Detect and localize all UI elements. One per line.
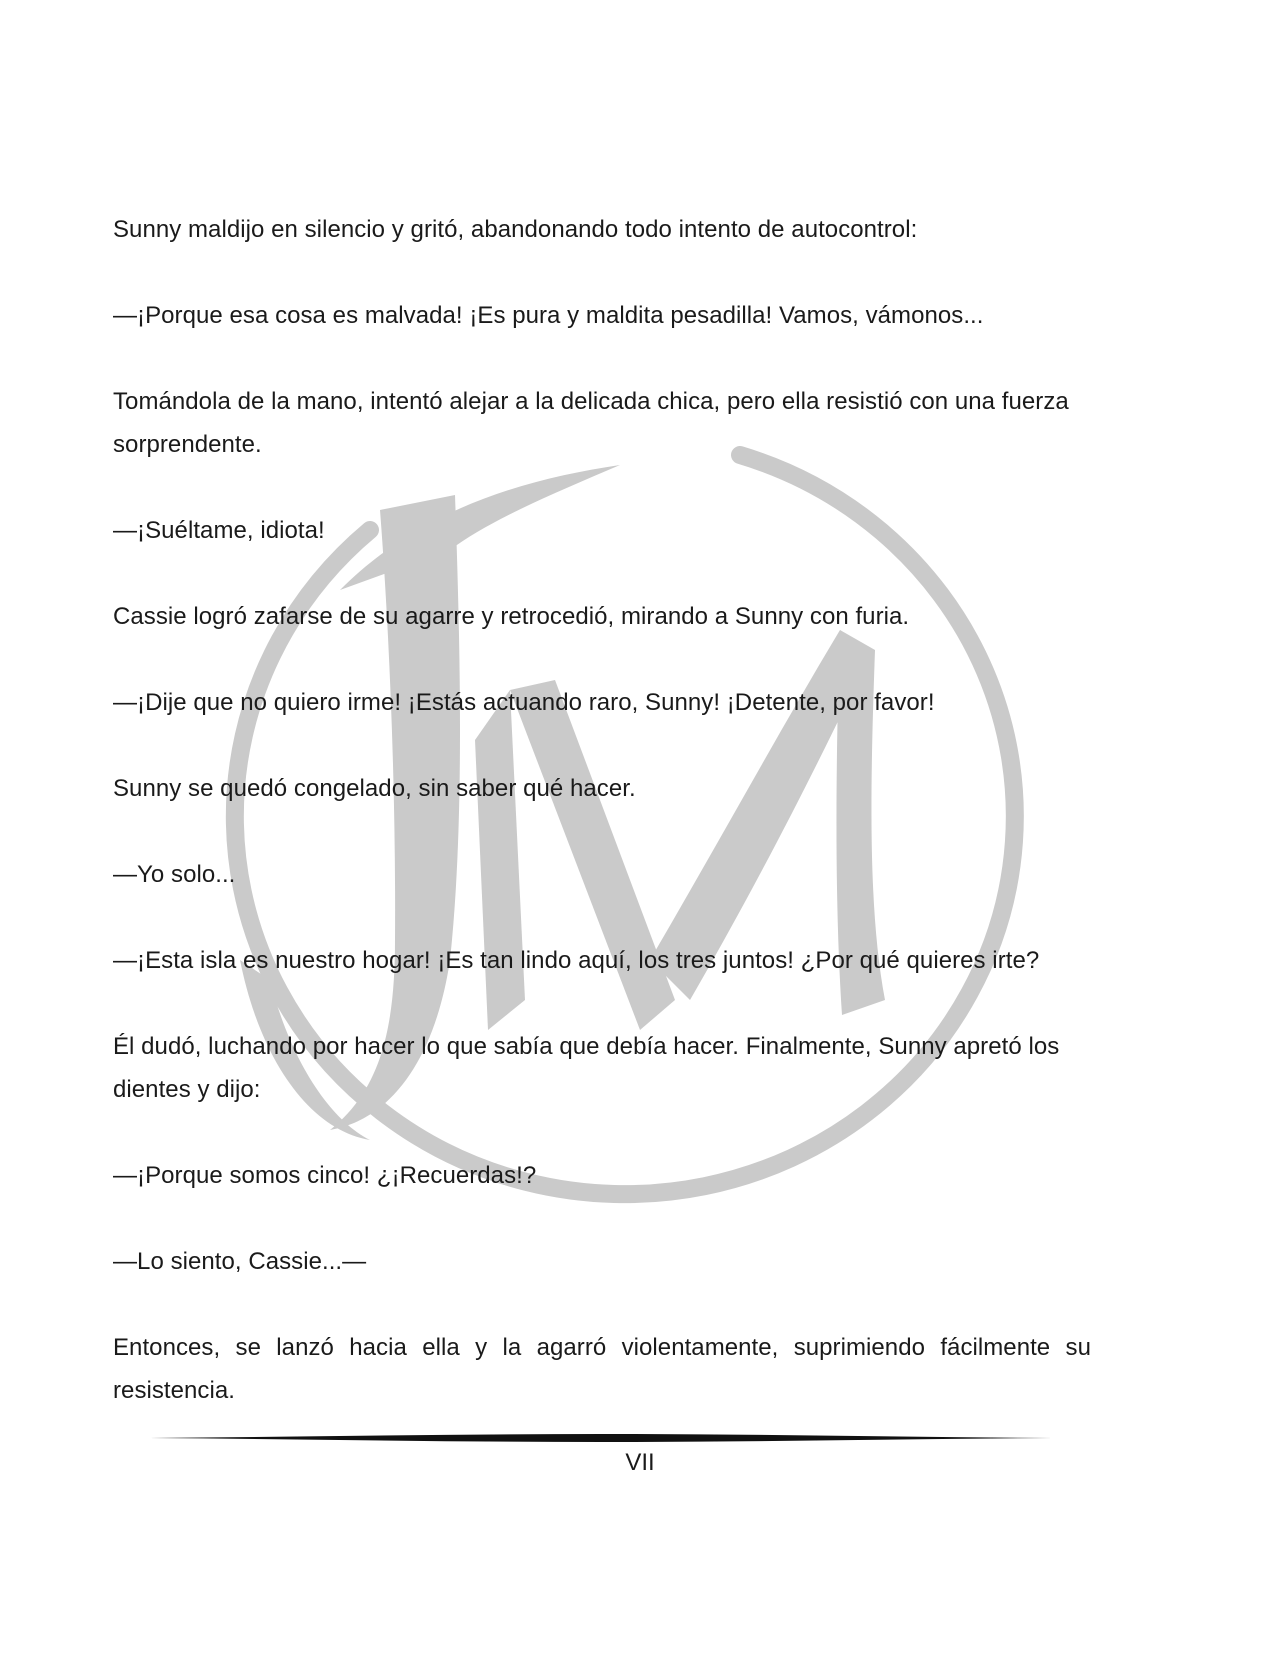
page-body <box>113 208 1091 1455</box>
paragraph: Entonces, se lanzó hacia ella y la agarró violentamente, suprimiendo fácilmente su resistencia. <box>113 1334 1091 1404</box>
paragraph: Cassie logró zafarse de su agarre y retrocedió, mirando a Sunny con furia. <box>113 603 910 630</box>
paragraph: —¡Porque somos cinco! ¿¡Recuerdas!? <box>113 1162 537 1189</box>
paragraph: —¡Esta isla es nuestro hogar! ¡Es tan lindo aquí, los tres juntos! ¿Por qué quieres irte? <box>113 947 1040 974</box>
paragraph: Él dudó, luchando por hacer lo que sabía que debía hacer. Finalmente, Sunny apretó los dientes y dijo: <box>113 1033 1060 1103</box>
paragraph: —Lo siento, Cassie...— <box>113 1248 367 1275</box>
paragraph: Tomándola de la mano, intentó alejar a la delicada chica, pero ella resistió con una fuerza sorprendente. <box>113 388 1069 458</box>
paragraph: Sunny maldijo en silencio y gritó, abandonando todo intento de autocontrol: <box>113 216 918 243</box>
paragraph: —¡Porque esa cosa es malvada! ¡Es pura y maldita pesadilla! Vamos, vámonos... <box>113 302 984 329</box>
paragraph: —¡Suéltame, idiota! <box>113 517 325 544</box>
footer-divider <box>150 1432 1052 1444</box>
paragraph: —¡Dije que no quiero irme! ¡Estás actuando raro, Sunny! ¡Detente, por favor! <box>113 689 935 716</box>
paragraph: Sunny se quedó congelado, sin saber qué hacer. <box>113 775 636 802</box>
page-number: VII <box>625 1449 655 1476</box>
paragraph: —Yo solo... <box>113 861 236 888</box>
